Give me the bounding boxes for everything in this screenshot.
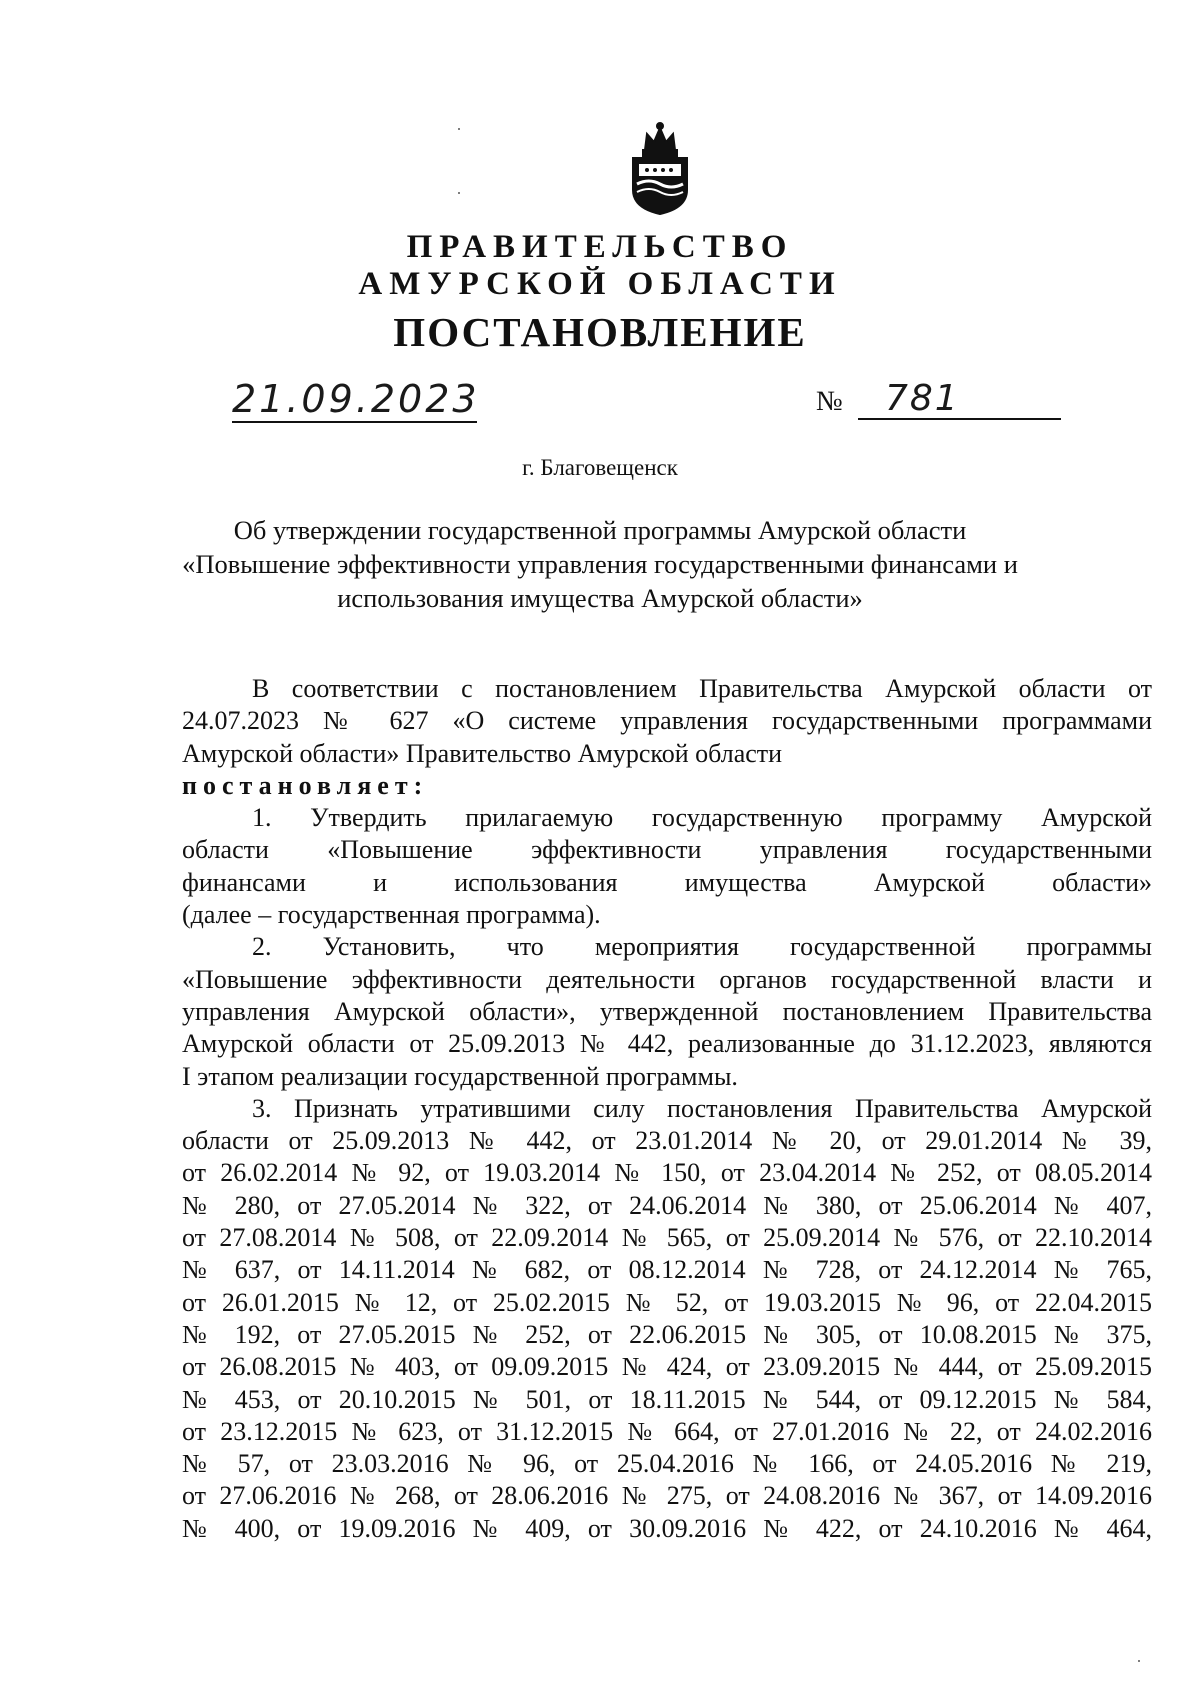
item-3-line: от 23.12.2015 № 623, от 31.12.2015 № 664, от 27.01.2016 № 22, от 24.02.2016: [182, 1416, 1152, 1446]
document-subject: [170, 513, 1030, 615]
item-3-line: от 27.08.2014 № 508, от 22.09.2014 № 565, от 25.09.2014 № 576, от 22.10.2014: [182, 1223, 1152, 1253]
item-2-line: управления Амурской области», утвержденной постановлением Правительства: [182, 996, 1152, 1026]
item-1-line: финансами и использования имущества Амурской области»: [182, 867, 1152, 897]
item-3-line: от 26.08.2015 № 403, от 09.09.2015 № 424, от 23.09.2015 № 444, от 25.09.2015: [182, 1352, 1152, 1382]
organization-name-line-2: АМУРСКОЙ ОБЛАСТИ: [358, 266, 842, 302]
intro-line: Амурской области» Правительство Амурской области: [182, 738, 783, 768]
subject-line: Об утверждении государственной программы Амурской области: [233, 515, 967, 545]
handwritten-number: 781: [885, 378, 960, 419]
item-3-line: от 26.01.2015 № 12, от 25.02.2015 № 52, от 19.03.2015 № 96, от 22.04.2015: [182, 1287, 1152, 1317]
item-2-line: Амурской области от 25.09.2013 № 442, реализованные до 31.12.2023, являются: [182, 1029, 1152, 1059]
scan-speck: [1138, 1660, 1140, 1662]
item-1-line: области «Повышение эффективности управления государственными: [182, 835, 1152, 865]
scan-speck: [458, 128, 460, 130]
organization-name-line-1: ПРАВИТЕЛЬСТВО: [406, 229, 794, 265]
handwritten-date: 21.09.2023: [232, 377, 480, 421]
scan-speck: [458, 192, 460, 194]
number-sign: №: [816, 386, 843, 417]
item-3-line: № 192, от 27.05.2015 № 252, от 22.06.2015 № 305, от 10.08.2015 № 375,: [182, 1319, 1152, 1349]
item-3-line: № 453, от 20.10.2015 № 501, от 18.11.2015 № 544, от 09.12.2015 № 584,: [182, 1384, 1152, 1414]
item-3-line: 3. Признать утратившими силу постановления Правительства Амурской: [252, 1093, 1152, 1123]
intro-line: 24.07.2023 № 627 «О системе управления государственными программами: [182, 706, 1152, 736]
date-underline: [232, 421, 477, 423]
number-underline: [858, 418, 1061, 420]
item-3-line: № 280, от 27.05.2014 № 322, от 24.06.2014 № 380, от 25.06.2014 № 407,: [182, 1190, 1152, 1220]
document-body: [182, 673, 1152, 1545]
item-3-line: от 26.02.2014 № 92, от 19.03.2014 № 150, от 23.04.2014 № 252, от 08.05.2014: [182, 1158, 1152, 1188]
item-1-line: (далее – государственная программа).: [182, 900, 601, 930]
item-3-line: от 27.06.2016 № 268, от 28.06.2016 № 275, от 24.08.2016 № 367, от 14.09.2016: [182, 1481, 1152, 1511]
item-2-line: 2. Установить, что мероприятия государственной программы: [252, 932, 1152, 962]
intro-line: В соответствии с постановлением Правительства Амурской области от: [252, 674, 1152, 703]
item-2-line: I этапом реализации государственной программы.: [182, 1061, 738, 1091]
item-3-line: области от 25.09.2013 № 442, от 23.01.2014 № 20, от 29.01.2014 № 39,: [182, 1126, 1152, 1156]
item-3-line: № 57, от 23.03.2016 № 96, от 25.04.2016 № 166, от 24.05.2016 № 219,: [182, 1449, 1152, 1479]
subject-line: «Повышение эффективности управления государственными финансами и: [182, 549, 1018, 579]
item-3-line: № 637, от 14.11.2014 № 682, от 08.12.2014 № 728, от 24.12.2014 № 765,: [182, 1255, 1152, 1285]
item-3-line: № 400, от 19.09.2016 № 409, от 30.09.2016 № 422, от 24.10.2016 № 464,: [182, 1513, 1152, 1543]
decree-word: постановляет:: [182, 770, 429, 800]
item-1-line: 1. Утвердить прилагаемую государственную программу Амурской: [252, 803, 1152, 833]
subject-line: использования имущества Амурской области»: [337, 583, 863, 613]
city-line: г. Благовещенск: [522, 455, 678, 480]
coat-of-arms-icon: [625, 120, 695, 216]
document-type-title: ПОСТАНОВЛЕНИЕ: [393, 309, 807, 355]
item-2-line: «Повышение эффективности деятельности органов государственной власти и: [182, 964, 1152, 994]
